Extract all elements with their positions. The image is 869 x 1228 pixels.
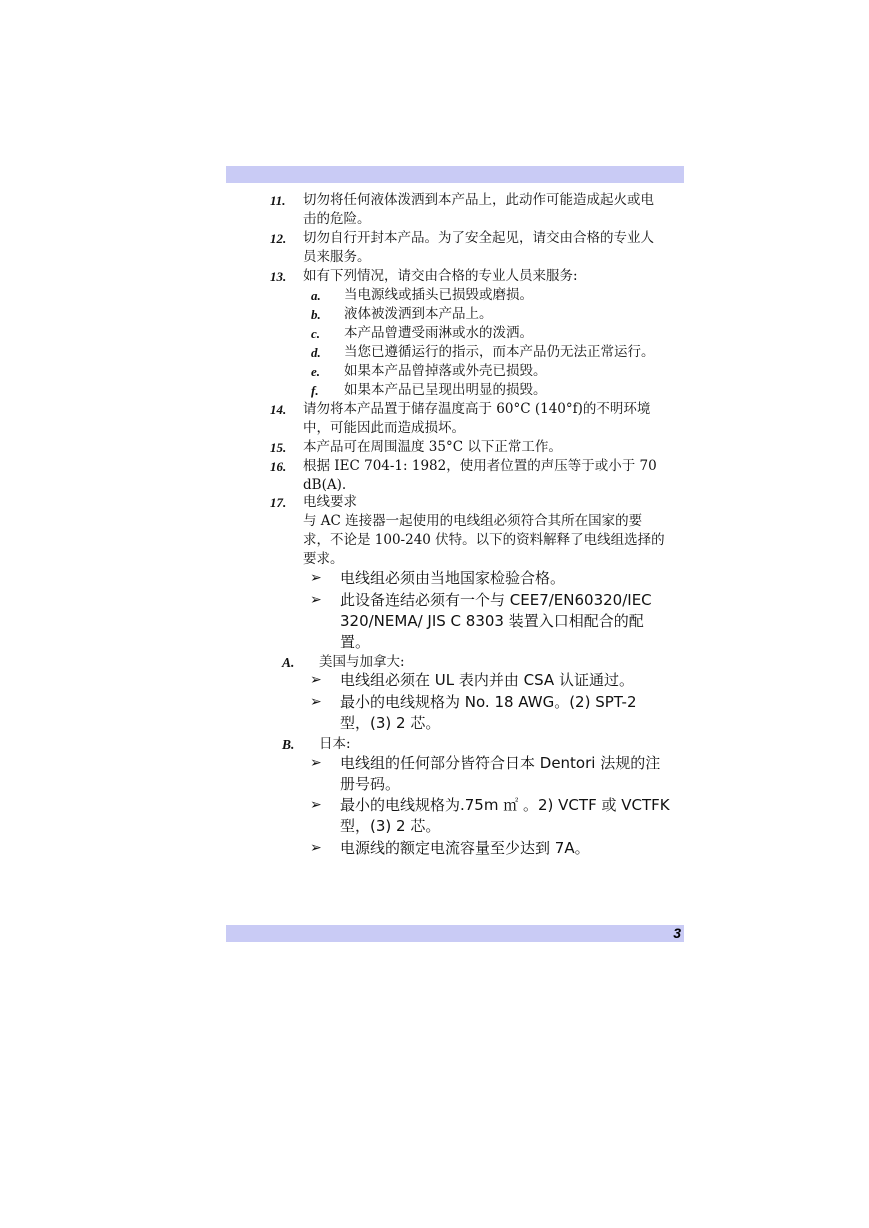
item-text: 切勿自行开封本产品。为了安全起见，请交由合格的专业人: [303, 230, 654, 246]
bullet-text: 最小的电线规格为 No. 18 AWG。(2) SPT-2: [340, 693, 637, 711]
item-text: 根据 IEC 704-1: 1982，使用者位置的声压等于或小于 70: [303, 458, 657, 474]
item-text: 本产品可在周围温度 35°C 以下正常工作。: [303, 439, 562, 455]
section-title: 日本:: [319, 736, 351, 752]
bullet-text: 电线组必须在 UL 表内并由 CSA 认证通过。: [340, 671, 634, 689]
item-number: 13.: [270, 269, 287, 284]
bullet-text: 置。: [340, 633, 371, 651]
item-text: dB(A).: [303, 477, 347, 493]
section-label: A.: [282, 655, 295, 670]
sub-item-letter: e.: [311, 364, 321, 379]
bullet-text: 电源线的额定电流容量至少达到 7A。: [340, 839, 590, 857]
sub-item-text: 液体被泼洒到本产品上。: [344, 306, 493, 322]
sub-item-text: 如果本产品已呈现出明显的损毁。: [344, 382, 547, 398]
arrowhead-bullet-icon: ➢: [310, 570, 322, 586]
arrowhead-bullet-icon: ➢: [310, 840, 322, 856]
page-number: 3: [673, 925, 681, 941]
arrowhead-bullet-icon: ➢: [310, 672, 322, 688]
sub-item-letter: a.: [311, 288, 321, 303]
arrowhead-bullet-icon: ➢: [310, 797, 322, 813]
bullet-text: 型，(3) 2 芯。: [340, 714, 441, 732]
bullet-text: 册号码。: [340, 775, 401, 793]
sub-item-letter: f.: [311, 383, 319, 398]
item-text: 如有下列情况，请交由合格的专业人员来服务:: [303, 268, 578, 284]
bullet-text: 型，(3) 2 芯。: [340, 817, 441, 835]
arrowhead-bullet-icon: ➢: [310, 694, 322, 710]
item-number: 12.: [270, 231, 287, 246]
item-number: 16.: [270, 459, 287, 474]
arrowhead-bullet-icon: ➢: [310, 755, 322, 771]
bullet-text: 最小的电线规格为.75m ㎡ 。2) VCTF 或 VCTFK: [340, 796, 670, 814]
item-number: 14.: [270, 402, 287, 417]
item-text: 中，可能因此而造成损坏。: [303, 420, 465, 436]
footer-band: [226, 925, 684, 942]
sub-item-text: 当您已遵循运行的指示，而本产品仍无法正常运行。: [344, 344, 655, 360]
sub-item-text: 本产品曾遭受雨淋或水的泼洒。: [344, 325, 533, 341]
sub-item-letter: d.: [311, 345, 321, 360]
item-text: 击的危险。: [303, 211, 371, 227]
arrowhead-bullet-icon: ➢: [310, 592, 322, 608]
item-number: 17.: [270, 495, 287, 510]
item-text: 求，不论是 100-240 伏特。以下的资料解释了电线组选择的: [303, 532, 665, 548]
section-title: 美国与加拿大:: [319, 654, 405, 670]
item-number: 15.: [270, 440, 287, 455]
bullet-text: 此设备连结必须有一个与 CEE7/EN60320/IEC: [340, 591, 652, 609]
sub-item-letter: b.: [311, 307, 321, 322]
header-band: [226, 166, 684, 183]
sub-item-text: 当电源线或插头已损毁或磨损。: [344, 287, 533, 303]
sub-item-text: 如果本产品曾掉落或外壳已损毁。: [344, 363, 547, 379]
bullet-text: 320/NEMA/ JIS C 8303 装置入口相配合的配: [340, 612, 644, 630]
item-text: 切勿将任何液体泼洒到本产品上，此动作可能造成起火或电: [303, 192, 654, 208]
item-text: 请勿将本产品置于储存温度高于 60°C (140°f)的不明环境: [303, 401, 651, 417]
item-text: 要求。: [303, 551, 344, 567]
bullet-text: 电线组的任何部分皆符合日本 Dentori 法规的注: [340, 754, 661, 772]
sub-item-letter: c.: [311, 326, 321, 341]
item-text: 电线要求: [303, 494, 357, 510]
item-text: 员来服务。: [303, 249, 371, 265]
item-number: 11.: [270, 193, 286, 208]
item-text: 与 AC 连接器一起使用的电线组必须符合其所在国家的要: [303, 513, 643, 529]
section-label: B.: [282, 737, 295, 752]
bullet-text: 电线组必须由当地国家检验合格。: [340, 569, 566, 587]
